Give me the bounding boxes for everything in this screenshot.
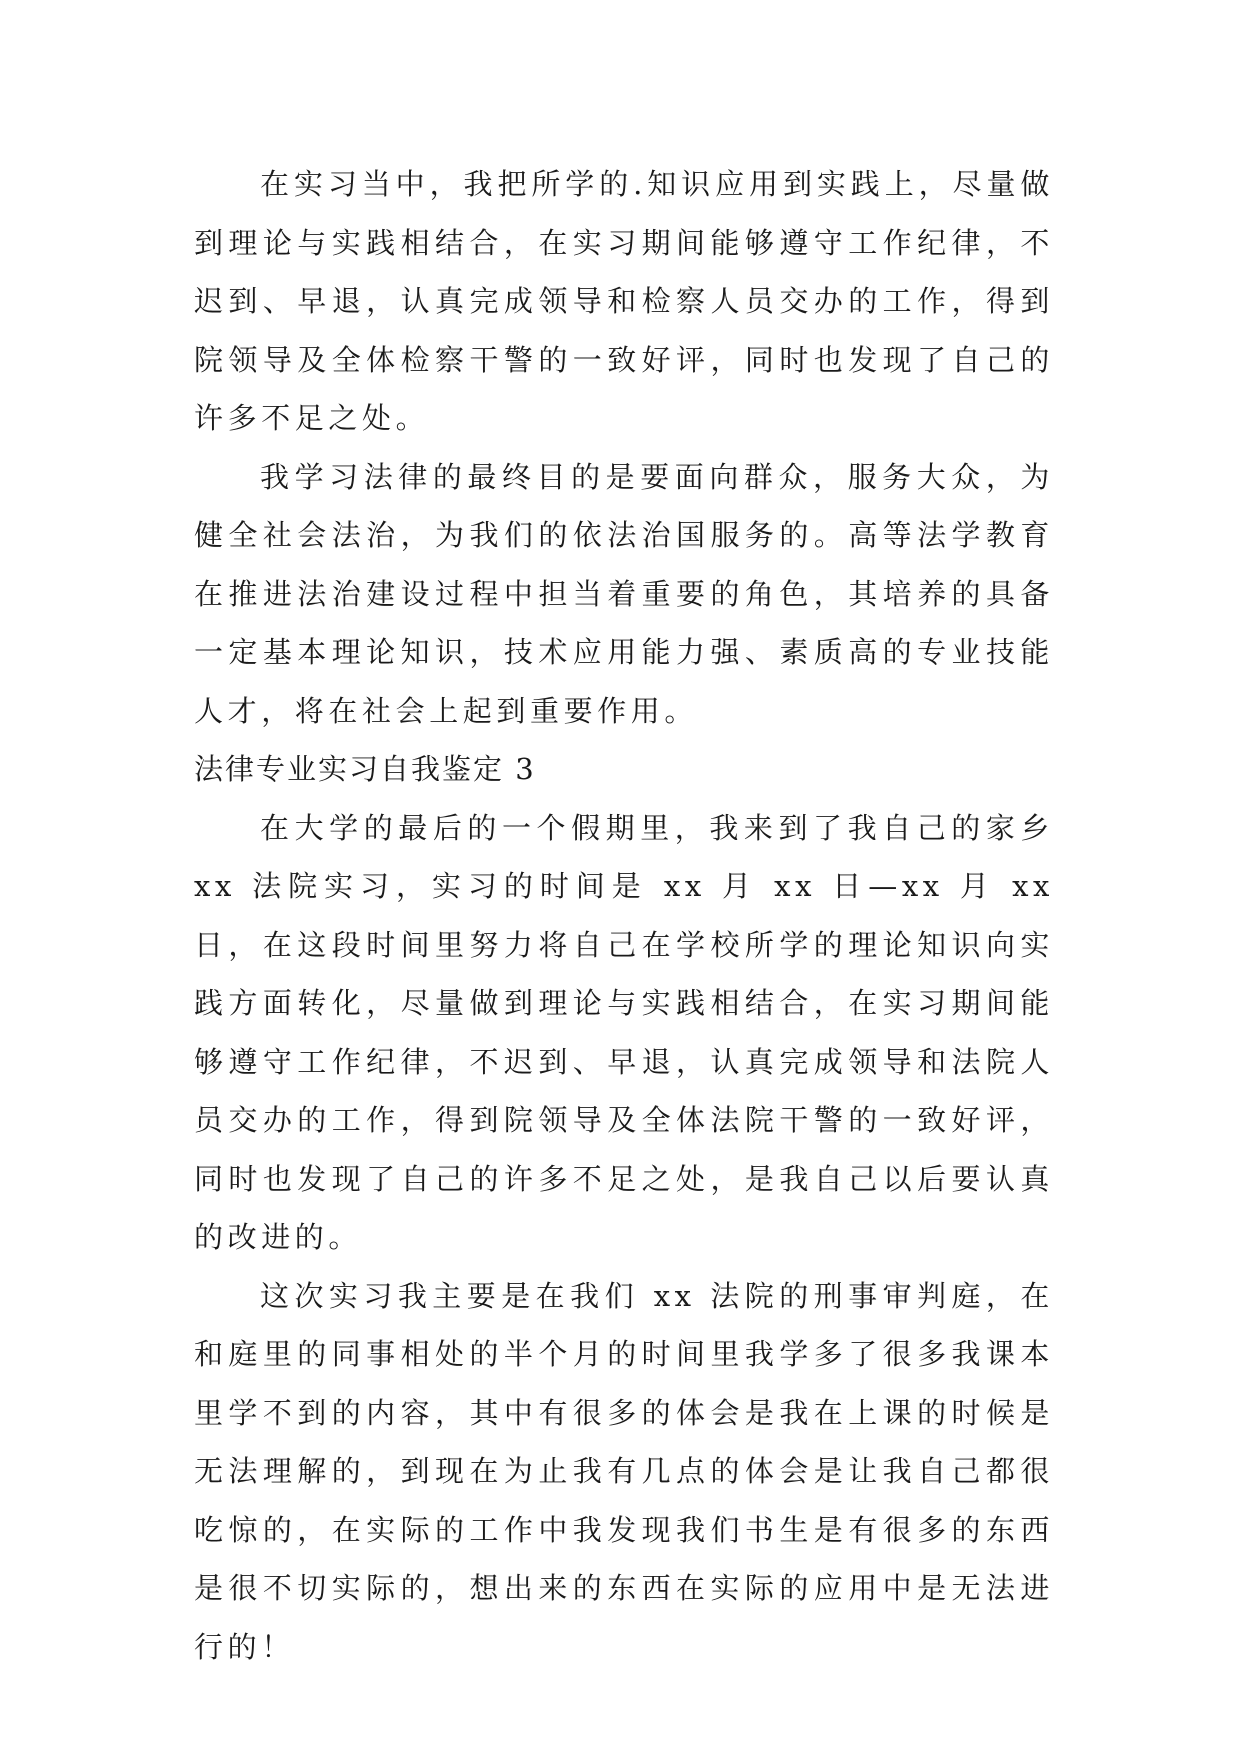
document-body — [194, 155, 1054, 1676]
body-paragraph: 这次实习我主要是在我们 xx 法院的刑事审判庭，在和庭里的同事相处的半个月的时间里我学多了很多我课本里学不到的内容，其中有很多的体会是我在上课的时候是无法理解的，到现在为止我有几点的体会是让我自己都很吃惊的，在实际的工作中我发现我们书生是有很多的东西是很不切实际的，想出来的东西在实际的应用中是无法进行的！ — [194, 1278, 1054, 1664]
body-paragraph: 我学习法律的最终目的是要面向群众，服务大众，为健全社会法治，为我们的依法治国服务的。高等法学教育在推进法治建设过程中担当着重要的角色，其培养的具备一定基本理论知识，技术应用能力强、素质高的专业技能人才，将在社会上起到重要作用。 — [194, 459, 1054, 728]
body-paragraph: 在大学的最后的一个假期里，我来到了我自己的家乡 xx 法院实习，实习的时间是 xx 月 xx 日—xx 月 xx 日，在这段时间里努力将自己在学校所学的理论知识向实践方面转化，尽量做到理论与实践相结合，在实习期间能够遵守工作纪律，不迟到、早退，认真完成领导和法院人员交办的工作，得到院领导及全体法院干警的一致好评，同时也发现了自己的许多不足之处，是我自己以后要认真的改进的。 — [194, 810, 1054, 1254]
body-paragraph: 在实习当中，我把所学的.知识应用到实践上，尽量做到理论与实践相结合，在实习期间能够遵守工作纪律，不迟到、早退，认真完成领导和检察人员交办的工作，得到院领导及全体检察干警的一致好评，同时也发现了自己的许多不足之处。 — [194, 167, 1054, 435]
section-heading: 法律专业实习自我鉴定 3 — [194, 752, 536, 786]
